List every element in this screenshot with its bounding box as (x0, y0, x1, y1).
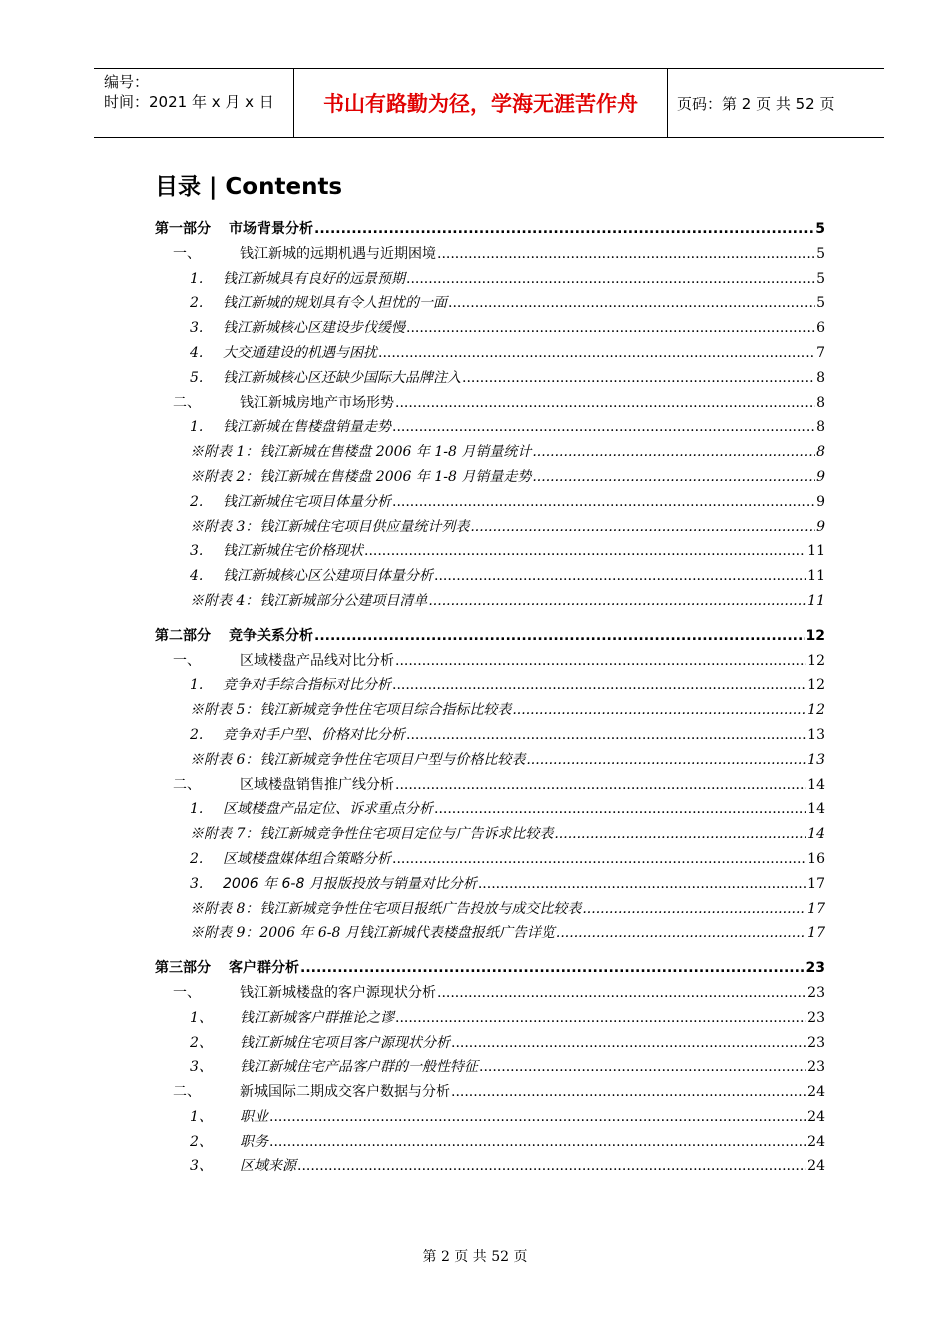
toc-leader-dots (532, 444, 815, 460)
toc-leader-dots (406, 727, 806, 743)
toc-leader-dots (434, 568, 806, 584)
toc-entry[interactable] (155, 898, 825, 923)
toc-entry-page: 11 (807, 543, 825, 560)
toc-leader-dots (392, 677, 806, 693)
toc-entry-number: 1. (190, 270, 204, 287)
toc-entry-page: 14 (807, 776, 825, 793)
toc-leader-dots (378, 345, 815, 361)
toc-entry[interactable] (155, 982, 825, 1007)
toc-leader-dots (395, 395, 815, 411)
toc-entry-page: 12 (807, 702, 825, 719)
toc-entry-title: 区域来源 (240, 1158, 296, 1175)
toc-entry-page: 5 (816, 270, 825, 287)
toc-entry-page: 16 (807, 850, 825, 867)
toc-entry-number: 3、 (190, 1158, 213, 1175)
page-header (94, 68, 884, 138)
toc-entry[interactable] (155, 466, 825, 491)
toc-leader-dots (406, 320, 815, 336)
toc-leader-dots (437, 985, 806, 1001)
toc-entry[interactable] (155, 367, 825, 392)
toc-entry[interactable] (155, 1155, 825, 1180)
toc-entry-page: 13 (807, 751, 825, 768)
toc-leader-dots (364, 543, 806, 559)
toc-entry[interactable] (155, 268, 825, 293)
time-label: 时间：2021 年 x 月 x 日 (104, 93, 274, 111)
toc-entry[interactable] (155, 590, 825, 615)
toc-entry[interactable] (155, 392, 825, 417)
toc-entry-title: 钱江新城住宅项目体量分析 (223, 493, 391, 510)
toc-leader-dots (392, 494, 815, 510)
toc-entry-number: 2. (190, 726, 204, 743)
toc-entry-page: 14 (807, 801, 825, 818)
toc-leader-dots (448, 295, 815, 311)
toc-entry[interactable] (155, 540, 825, 565)
toc-leader-dots (395, 1010, 806, 1026)
toc-entry-title: 2006 年 6-8 月报版投放与销量对比分析 (223, 875, 477, 892)
toc-entry[interactable] (155, 1131, 825, 1156)
toc-entry-title: 新城国际二期成交客户数据与分析 (240, 1084, 450, 1101)
toc-entry-number: 3. (190, 320, 204, 337)
toc-leader-dots (434, 801, 806, 817)
toc-entry-page: 23 (807, 1034, 825, 1051)
toc-entry-page: 9 (816, 518, 825, 535)
toc-entry-number: 第三部分 (155, 960, 211, 977)
toc-entry-number: 1. (190, 419, 204, 436)
toc-entry-title: 钱江新城在售楼盘销量走势 (223, 419, 391, 436)
toc-entry-page: 23 (807, 984, 825, 1001)
toc-entry-number: 2. (190, 850, 204, 867)
toc-entry-page: 23 (805, 960, 825, 977)
toc-entry[interactable] (155, 922, 825, 947)
toc-entry-page: 13 (807, 726, 825, 743)
toc-entry-number: 3、 (190, 1059, 213, 1076)
toc-entry-number: 一、 (173, 652, 201, 669)
toc-entry-number: 3. (190, 543, 204, 560)
toc-entry[interactable] (155, 218, 825, 243)
toc-leader-dots (269, 1109, 806, 1125)
toc-entry-title: 客户群分析 (229, 960, 299, 977)
toc-leader-dots (314, 628, 805, 644)
toc-entry-number: 2. (190, 493, 204, 510)
toc-title: 目录 | Contents (155, 174, 343, 200)
toc-entry[interactable] (155, 699, 825, 724)
toc-entry-title: 竞争对手户型、价格对比分析 (223, 726, 405, 743)
toc-entry[interactable] (155, 650, 825, 675)
toc-entry-title: ※附表 3：钱江新城住宅项目供应量统计列表 (190, 518, 470, 535)
toc-entry-page: 14 (807, 826, 825, 843)
toc-entry-number: 2、 (190, 1133, 213, 1150)
toc-entry-page: 24 (807, 1133, 825, 1150)
header-page-info: 页码：第 2 页 共 52 页 (677, 94, 835, 113)
toc-entry-page: 5 (816, 245, 825, 262)
toc-entry-page: 12 (807, 677, 825, 694)
toc-entry-number: 1、 (190, 1009, 213, 1026)
toc-leader-dots (526, 752, 806, 768)
toc-leader-dots (314, 221, 814, 237)
toc-entry[interactable] (155, 873, 825, 898)
toc-entry-number: 一、 (173, 984, 201, 1001)
toc-leader-dots (462, 370, 815, 386)
toc-entry-number: 二、 (173, 394, 201, 411)
toc-leader-dots (532, 469, 815, 485)
toc-entry-title: 职务 (240, 1133, 268, 1150)
toc-entry[interactable] (155, 1032, 825, 1057)
toc-leader-dots (392, 851, 806, 867)
toc-leader-dots (395, 653, 806, 669)
toc-entry-title: 钱江新城具有良好的远景预期 (223, 270, 405, 287)
toc-entry-title: 竞争对手综合指标对比分析 (223, 677, 391, 694)
toc-entry-number: 二、 (173, 1084, 201, 1101)
toc-entry-title: 钱江新城住宅价格现状 (223, 543, 363, 560)
toc-entry-title: 钱江新城住宅产品客户群的一般性特征 (240, 1059, 478, 1076)
toc-entry-title: 区域楼盘销售推广线分析 (240, 776, 394, 793)
toc-entry-title: 区域楼盘媒体组合策略分析 (223, 850, 391, 867)
toc-entry-number: 1. (190, 677, 204, 694)
toc-entry[interactable] (155, 674, 825, 699)
toc-leader-dots (395, 777, 806, 793)
toc-entry-page: 24 (807, 1084, 825, 1101)
toc-leader-dots (512, 702, 806, 718)
toc-entry-number: 3. (190, 875, 204, 892)
toc-leader-dots (470, 519, 815, 535)
toc-entry-title: ※附表 2：钱江新城在售楼盘 2006 年 1-8 月销量走势 (190, 468, 532, 485)
toc-entry-page: 12 (805, 627, 825, 644)
toc-entry[interactable] (155, 441, 825, 466)
toc-entry[interactable] (155, 1056, 825, 1081)
toc-entry-title: 钱江新城核心区建设步伐缓慢 (223, 320, 405, 337)
toc-leader-dots (406, 271, 815, 287)
toc-leader-dots (556, 925, 806, 941)
toc-entry[interactable] (155, 724, 825, 749)
toc-entry-page: 23 (807, 1009, 825, 1026)
toc-entry-number: 4. (190, 568, 204, 585)
toc-entry-page: 11 (807, 592, 825, 609)
toc-entry-page: 9 (816, 468, 825, 485)
serial-label: 编号： (104, 73, 150, 91)
toc-entry-page: 11 (807, 568, 825, 585)
toc-entry-page: 23 (807, 1059, 825, 1076)
toc-entry-title: 钱江新城核心区还缺少国际大品牌注入 (223, 369, 461, 386)
toc-entry-number: 2、 (190, 1034, 213, 1051)
toc-entry-title: 区域楼盘产品定位、诉求重点分析 (223, 801, 433, 818)
toc-entry[interactable] (155, 848, 825, 873)
toc-entry-page: 17 (807, 900, 825, 917)
toc-entry-page: 17 (807, 875, 825, 892)
toc-entry-title: ※附表 8：钱江新城竞争性住宅项目报纸广告投放与成交比较表 (190, 900, 582, 917)
toc-entry-title: ※附表 5：钱江新城竞争性住宅项目综合指标比较表 (190, 702, 512, 719)
toc-entry-title: 钱江新城的规划具有令人担忧的一面 (223, 295, 447, 312)
toc-entry-title: ※附表 4：钱江新城部分公建项目清单 (190, 592, 428, 609)
toc-entry-title: 区域楼盘产品线对比分析 (240, 652, 394, 669)
toc-entry-title: 钱江新城房地产市场形势 (240, 394, 394, 411)
toc-entry[interactable] (155, 957, 825, 982)
toc-leader-dots (582, 901, 806, 917)
toc-entry-page: 12 (807, 652, 825, 669)
toc-leader-dots (451, 1035, 806, 1051)
toc-entry-page: 8 (816, 369, 825, 386)
header-motto: 书山有路勤为径，学海无涯苦作舟 (294, 69, 668, 137)
toc-entry-title: 市场背景分析 (229, 221, 313, 237)
toc-entry-page: 8 (816, 419, 825, 436)
toc-entry-page: 5 (816, 295, 825, 312)
toc-entry-number: 第二部分 (155, 627, 211, 644)
toc-leader-dots (269, 1134, 806, 1150)
toc-entry[interactable] (155, 1007, 825, 1032)
toc-entry[interactable] (155, 491, 825, 516)
toc-entry-page: 8 (816, 444, 825, 461)
toc-entry-title: 钱江新城的远期机遇与近期困境 (240, 245, 436, 262)
toc-leader-dots (437, 246, 815, 262)
toc-leader-dots (392, 419, 815, 435)
toc-entry[interactable] (155, 749, 825, 774)
toc-leader-dots (300, 960, 805, 976)
toc-entry-title: ※附表 9：2006 年 6-8 月钱江新城代表楼盘报纸广告详览 (190, 925, 555, 942)
toc-leader-dots (297, 1158, 806, 1174)
toc-entry-number: 4. (190, 344, 204, 361)
toc-entry[interactable] (155, 342, 825, 367)
toc-leader-dots (479, 1059, 806, 1075)
toc-entry[interactable] (155, 1081, 825, 1106)
page-footer: 第 2 页 共 52 页 (422, 1249, 528, 1265)
toc-entry-title: ※附表 1：钱江新城在售楼盘 2006 年 1-8 月销量统计 (190, 444, 532, 461)
toc-entry[interactable] (155, 774, 825, 799)
header-meta (94, 69, 294, 137)
toc-leader-dots (554, 826, 806, 842)
toc-entry-title: ※附表 6：钱江新城竞争性住宅项目户型与价格比较表 (190, 751, 526, 768)
toc-entry-number: 二、 (173, 776, 201, 793)
toc-entry[interactable] (155, 823, 825, 848)
toc-entry-number: 1. (190, 801, 204, 818)
toc-entry-title: ※附表 7：钱江新城竞争性住宅项目定位与广告诉求比较表 (190, 826, 554, 843)
toc-entry-title: 钱江新城楼盘的客户源现状分析 (240, 984, 436, 1001)
toc-entry-title: 钱江新城核心区公建项目体量分析 (223, 568, 433, 585)
toc-entry[interactable] (155, 243, 825, 268)
toc-entry-title: 竞争关系分析 (229, 627, 313, 644)
toc-leader-dots (478, 876, 806, 892)
toc-entry[interactable] (155, 565, 825, 590)
toc-entry-page: 24 (807, 1158, 825, 1175)
toc-entry-page: 9 (816, 493, 825, 510)
toc-entry-page: 17 (807, 925, 825, 942)
toc-entry-page: 24 (807, 1108, 825, 1125)
table-of-contents (155, 218, 825, 1180)
toc-entry[interactable] (155, 798, 825, 823)
toc-entry-number: 1、 (190, 1108, 213, 1125)
toc-entry[interactable] (155, 625, 825, 650)
toc-entry-number: 5. (190, 369, 204, 386)
toc-entry-number: 一、 (173, 245, 201, 262)
toc-entry-page: 5 (815, 221, 825, 237)
toc-entry[interactable] (155, 516, 825, 541)
toc-entry-page: 6 (816, 320, 825, 337)
toc-entry-title: 大交通建设的机遇与困扰 (223, 344, 377, 361)
toc-entry[interactable] (155, 317, 825, 342)
toc-entry-number: 第一部分 (155, 221, 211, 237)
toc-leader-dots (451, 1084, 806, 1100)
toc-entry-title: 职业 (240, 1108, 268, 1125)
toc-entry-number: 2. (190, 295, 204, 312)
toc-entry-title: 钱江新城住宅项目客户源现状分析 (240, 1034, 450, 1051)
toc-entry[interactable] (155, 292, 825, 317)
toc-entry[interactable] (155, 416, 825, 441)
toc-entry-title: 钱江新城客户群推论之谬 (240, 1009, 394, 1026)
toc-entry-page: 7 (816, 344, 825, 361)
toc-entry[interactable] (155, 1106, 825, 1131)
toc-leader-dots (428, 593, 806, 609)
toc-entry-page: 8 (816, 394, 825, 411)
